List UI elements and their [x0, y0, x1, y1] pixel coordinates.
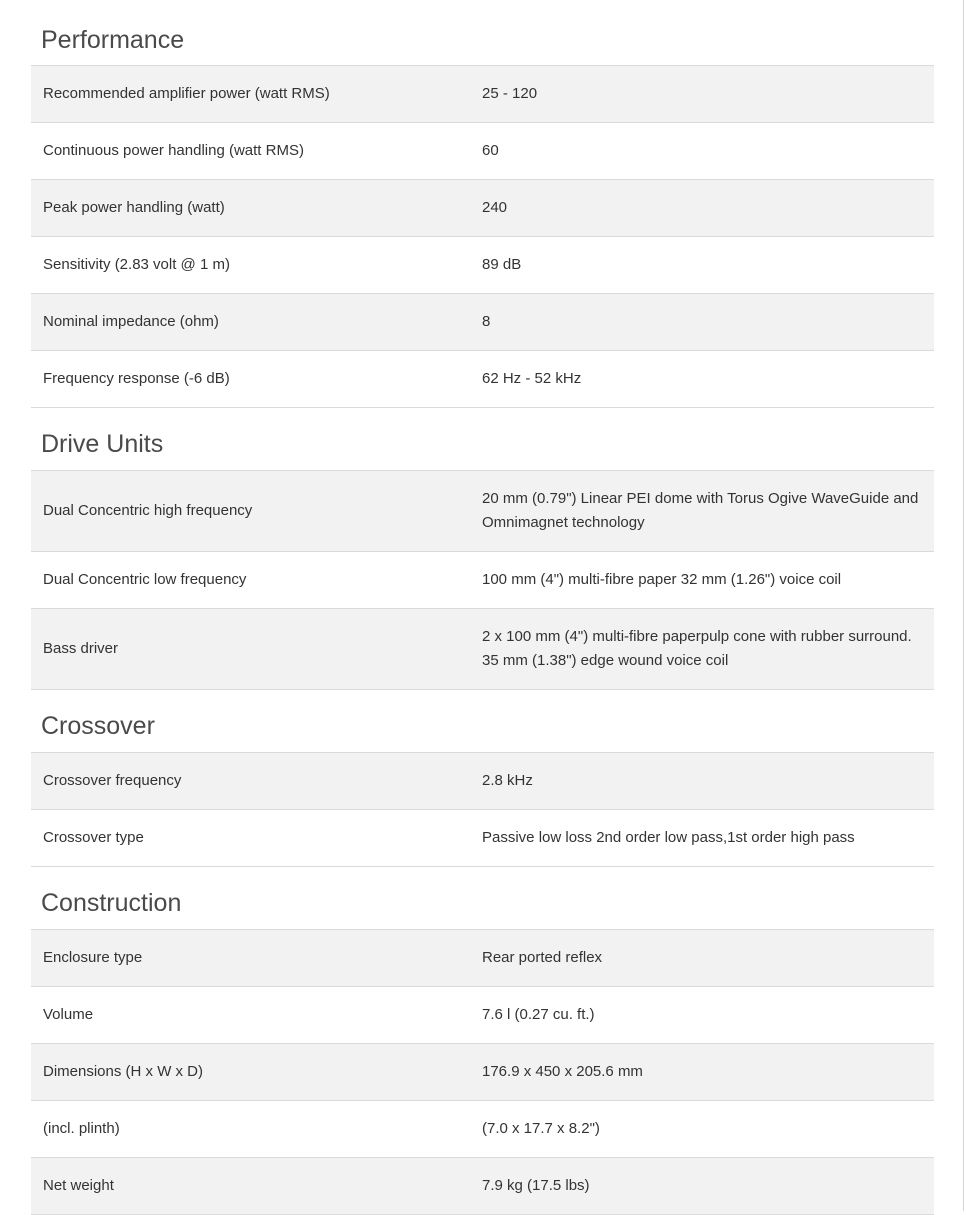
- spec-row: [31, 237, 934, 294]
- spec-label: Dual Concentric low frequency: [43, 571, 247, 588]
- spec-row: [31, 351, 934, 408]
- spec-row: [31, 180, 934, 237]
- spec-value: 7.9 kg (17.5 lbs): [482, 1177, 590, 1194]
- section-construction: [31, 867, 934, 1215]
- section-drive-units: [31, 408, 934, 690]
- spec-row: [31, 753, 934, 810]
- spec-value: 62 Hz - 52 kHz: [482, 370, 582, 387]
- spec-row: [31, 552, 934, 609]
- spec-value: 240: [482, 199, 508, 216]
- spec-label: Crossover type: [43, 829, 144, 846]
- spec-label: Dimensions (H x W x D): [43, 1063, 204, 1080]
- spec-table: [31, 65, 934, 408]
- spec-value: 7.6 l (0.27 cu. ft.): [482, 1006, 595, 1023]
- spec-table: [31, 929, 934, 1215]
- spec-label: Enclosure type: [43, 949, 143, 966]
- spec-label: (incl. plinth): [43, 1120, 120, 1137]
- spec-value: 89 dB: [482, 256, 522, 273]
- spec-label: Volume: [43, 1006, 94, 1023]
- spec-row: [31, 123, 934, 180]
- spec-label: Peak power handling (watt): [43, 199, 225, 216]
- spec-label: Crossover frequency: [43, 772, 182, 789]
- spec-value: 176.9 x 450 x 205.6 mm: [482, 1063, 643, 1080]
- section-title: Construction: [41, 889, 182, 917]
- spec-row: [31, 930, 934, 987]
- spec-sheet: [31, 0, 934, 1215]
- spec-row: [31, 810, 934, 867]
- spec-value: 20 mm (0.79") Linear PEI dome with Torus Ogive WaveGuide and Omnimagnet technology: [482, 490, 919, 531]
- section-title: Drive Units: [41, 430, 164, 458]
- spec-row: [31, 1101, 934, 1158]
- spec-value: 2.8 kHz: [482, 772, 533, 789]
- spec-label: Frequency response (-6 dB): [43, 370, 230, 387]
- spec-value: 100 mm (4") multi-fibre paper 32 mm (1.26") voice coil: [482, 571, 842, 588]
- spec-value: Rear ported reflex: [482, 949, 603, 966]
- page-border: [963, 0, 964, 1211]
- spec-label: Recommended amplifier power (watt RMS): [43, 85, 330, 102]
- spec-label: Continuous power handling (watt RMS): [43, 142, 304, 159]
- section-title: Performance: [41, 26, 185, 54]
- spec-row: [31, 609, 934, 690]
- spec-label: Nominal impedance (ohm): [43, 313, 219, 330]
- spec-row: [31, 294, 934, 351]
- section-performance: [31, 0, 934, 408]
- spec-value: 60: [482, 142, 499, 159]
- spec-value: 25 - 120: [482, 85, 538, 102]
- spec-row: [31, 1044, 934, 1101]
- spec-label: Net weight: [43, 1177, 114, 1194]
- spec-value: 8: [482, 313, 491, 330]
- spec-table: [31, 752, 934, 867]
- spec-row: [31, 987, 934, 1044]
- section-crossover: [31, 690, 934, 867]
- spec-row: [31, 471, 934, 552]
- spec-label: Bass driver: [43, 640, 119, 657]
- spec-value: (7.0 x 17.7 x 8.2"): [482, 1120, 600, 1137]
- spec-label: Dual Concentric high frequency: [43, 502, 253, 519]
- spec-row: [31, 1158, 934, 1215]
- section-title: Crossover: [41, 712, 155, 740]
- spec-table: [31, 470, 934, 690]
- spec-value: 2 x 100 mm (4") multi-fibre paperpulp cone with rubber surround. 35 mm (1.38") edge wound voice coil: [482, 628, 912, 669]
- spec-label: Sensitivity (2.83 volt @ 1 m): [43, 256, 230, 273]
- spec-row: [31, 66, 934, 123]
- spec-value: Passive low loss 2nd order low pass,1st order high pass: [482, 829, 855, 846]
